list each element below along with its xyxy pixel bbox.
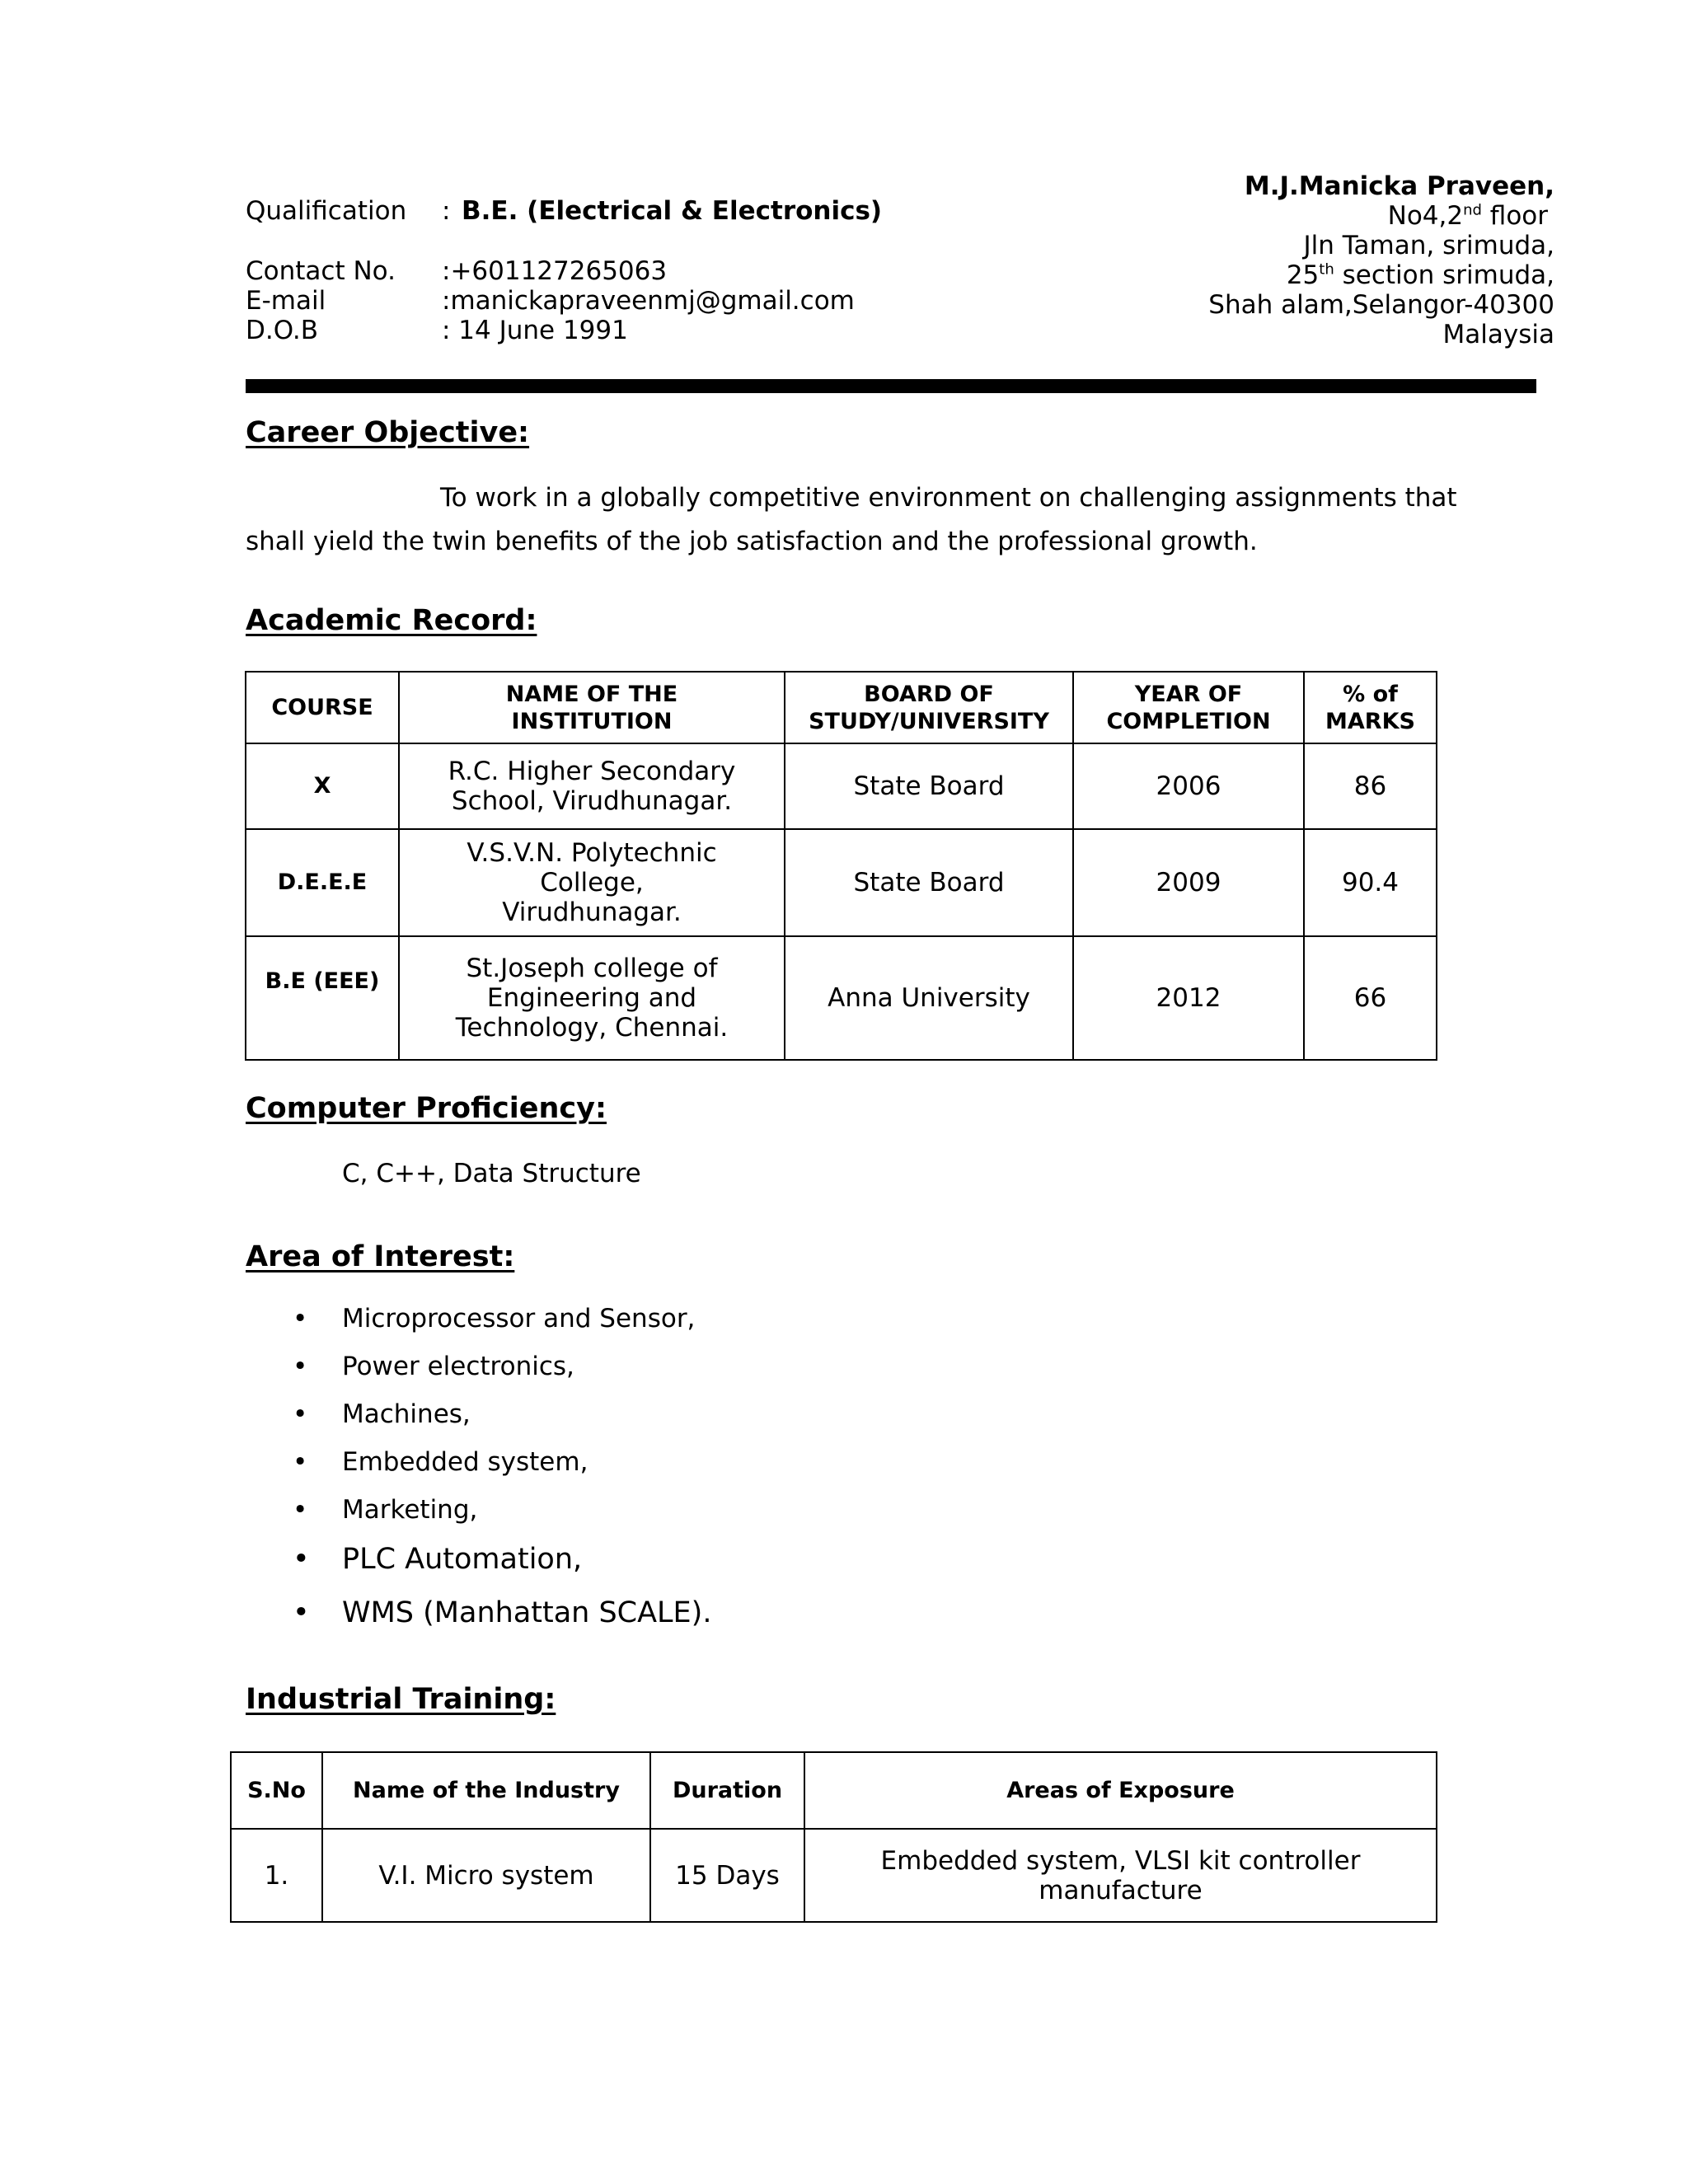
table-row [231,1829,1437,1922]
address-line-3 [1287,260,1554,290]
list-item [293,1352,711,1399]
institution-cell [399,743,785,829]
area-of-interest-list [293,1304,711,1650]
address-line-3-text: 25 [1286,260,1320,290]
list-item-text: Marketing, [342,1495,478,1525]
candidate-name: M.J.Manicka Praveen, [1244,171,1554,201]
email-value: :manickapraveenmj@gmail.com [442,286,855,316]
bullet-icon: • [293,1596,310,1629]
academic-header-institution [399,672,785,743]
career-objective-heading: Career Objective: [246,416,530,449]
year-cell: 2006 [1073,743,1304,829]
email-label: E-mail [246,286,326,316]
list-item [293,1596,711,1650]
list-item-text: Machines, [342,1399,471,1429]
contact-label: Contact No. [246,256,396,286]
institution-cell [399,936,785,1060]
contact-value: :+601127265063 [442,256,668,286]
academic-header-year-line-2: COMPLETION [1106,708,1271,734]
list-item [293,1304,711,1352]
list-item [293,1543,711,1596]
address-line-1-sup: nd [1463,201,1482,219]
marks-cell: 86 [1304,743,1437,829]
list-item-text: Power electronics, [342,1352,574,1381]
academic-header-course-text: COURSE [271,695,373,720]
dob-label: D.O.B [246,316,318,345]
dob-value: : 14 June 1991 [442,316,628,345]
area-of-interest-heading: Area of Interest: [246,1240,515,1273]
address-line-3-sup: th [1319,260,1334,279]
board-cell: State Board [785,829,1073,936]
year-cell: 2012 [1073,936,1304,1060]
training-header-sno: S.No [231,1752,322,1829]
qualification-separator: : [442,196,451,226]
list-item-text: Microprocessor and Sensor, [342,1304,696,1333]
qualification-value: B.E. (Electrical & Electronics) [462,196,883,226]
academic-header-board [785,672,1073,743]
institution-line: Technology, Chennai. [455,1013,729,1043]
areas-line: Embedded system, VLSI kit controller [880,1845,1361,1876]
academic-header-year-line-1: YEAR OF [1134,681,1243,707]
institution-line: Virudhunagar. [502,898,682,927]
address-line-1 [1388,201,1548,231]
academic-record-heading: Academic Record: [246,604,537,637]
training-header-industry: Name of the Industry [322,1752,650,1829]
academic-header-marks-line-1: % of [1343,681,1398,707]
list-item [293,1399,711,1447]
academic-header-board-line-1: BOARD OF [864,681,994,707]
list-item-text: Embedded system, [342,1447,588,1477]
academic-header-course [246,672,399,743]
institution-line: R.C. Higher Secondary [448,757,736,786]
institution-line: College, [540,868,644,898]
academic-header-institution-line-2: INSTITUTION [511,708,673,734]
marks-cell: 90.4 [1304,829,1437,936]
marks-cell: 66 [1304,936,1437,1060]
address-line-4: Shah alam,Selangor-40300 [1208,290,1554,320]
institution-line: School, Virudhunagar. [451,786,733,816]
career-objective-line-2: shall yield the twin benefits of the job satisfaction and the professional growth. [246,527,1258,556]
course-cell: X [246,743,399,829]
academic-header-marks [1304,672,1437,743]
course-cell: B.E (EEE) [246,936,399,1060]
bullet-icon: • [293,1304,308,1333]
areas-cell [804,1829,1437,1922]
header-divider [246,379,1536,393]
computer-proficiency-heading: Computer Proficiency: [246,1092,607,1125]
bullet-icon: • [293,1352,308,1381]
list-item [293,1447,711,1495]
bullet-icon: • [293,1495,308,1525]
training-header-areas: Areas of Exposure [804,1752,1437,1829]
table-row [246,829,1437,936]
training-header-row [231,1752,1437,1829]
academic-record-table [245,671,1437,1061]
career-objective-line-1: To work in a globally competitive environment on challenging assignments that [440,483,1457,513]
address-line-2: Jln Taman, srimuda, [1303,231,1554,260]
bullet-icon: • [293,1543,310,1576]
address-line-1-text: No4,2 [1387,201,1464,231]
institution-line: V.S.V.N. Polytechnic [467,838,717,868]
academic-header-row [246,672,1437,743]
table-row [246,936,1437,1060]
computer-proficiency-text: C, C++, Data Structure [342,1159,641,1188]
industrial-training-heading: Industrial Training: [246,1683,556,1716]
sno-cell: 1. [231,1829,322,1922]
institution-line: St.Joseph college of [466,954,718,983]
address-line-1-rest: floor [1481,201,1548,231]
address-line-3-rest: section srimuda, [1334,260,1554,290]
training-header-duration: Duration [650,1752,804,1829]
institution-cell [399,829,785,936]
institution-line: Engineering and [486,983,697,1013]
bullet-icon: • [293,1399,308,1429]
list-item-text: WMS (Manhattan SCALE). [342,1596,712,1629]
list-item-text: PLC Automation, [342,1543,583,1576]
board-cell: State Board [785,743,1073,829]
duration-cell: 15 Days [650,1829,804,1922]
address-line-5: Malaysia [1442,320,1554,349]
academic-header-year [1073,672,1304,743]
industrial-training-table [230,1751,1437,1923]
list-item [293,1495,711,1543]
table-row [246,743,1437,829]
bullet-icon: • [293,1447,308,1477]
industry-cell: V.I. Micro system [322,1829,650,1922]
qualification-label: Qualification [246,196,407,226]
course-cell: D.E.E.E [246,829,399,936]
academic-header-institution-line-1: NAME OF THE [505,681,678,707]
academic-header-marks-line-2: MARKS [1325,708,1415,734]
board-cell: Anna University [785,936,1073,1060]
areas-line: manufacture [1039,1875,1203,1905]
academic-header-board-line-2: STUDY/UNIVERSITY [809,708,1049,734]
year-cell: 2009 [1073,829,1304,936]
